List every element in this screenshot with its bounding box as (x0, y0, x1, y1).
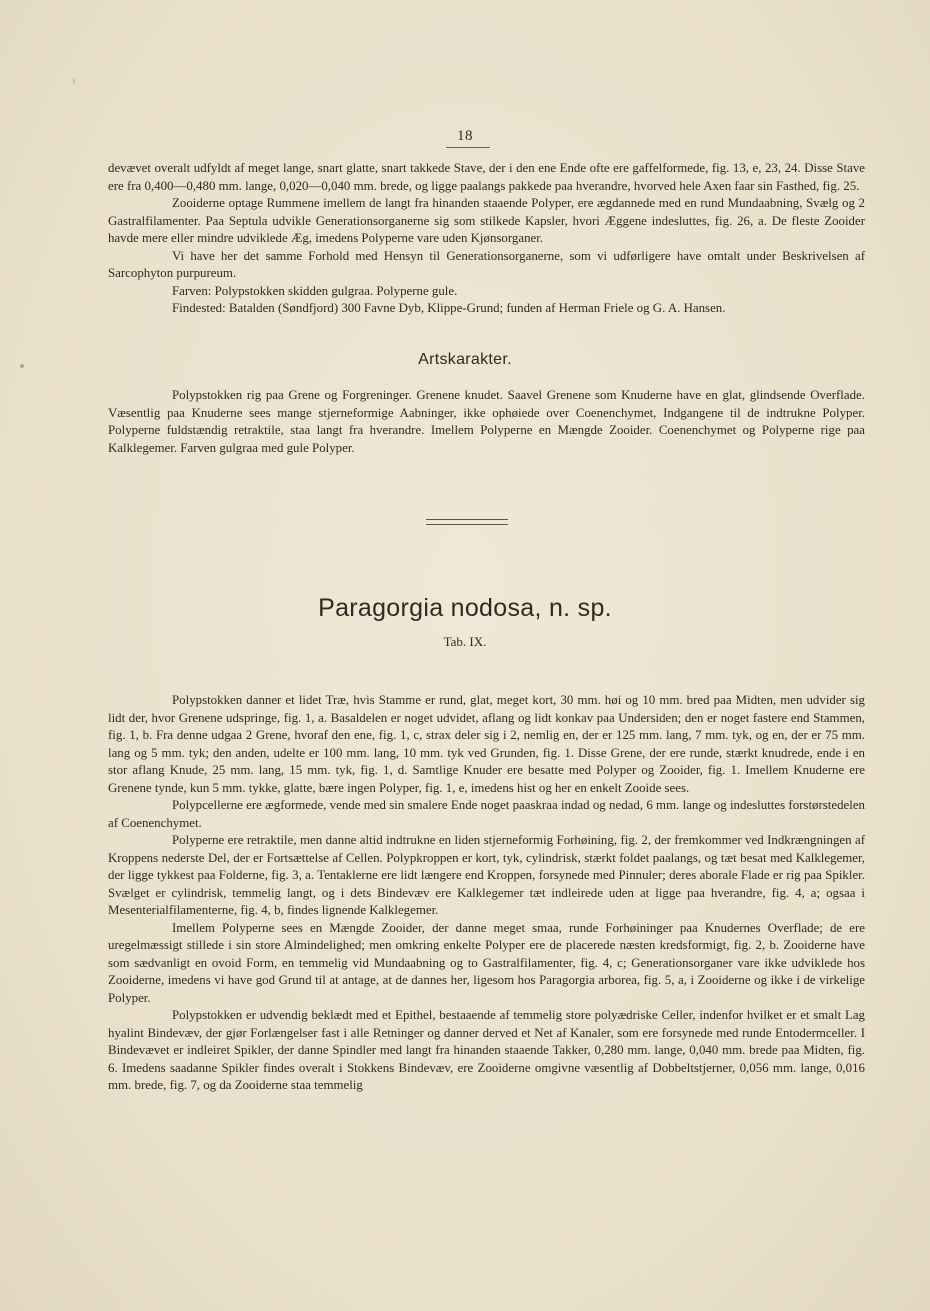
paragraph-farven: Farven: Polypstokken skidden gulgraa. Polyperne gule. (172, 283, 458, 298)
paragraph-zooider-detail: Imellem Polyperne sees en Mængde Zooider, der danne meget smaa, runde Forhøininger paa Knudernes Overflade; de ere uregelmæssigt stillede i sin store Almindelighed; men omkring enkelte Polyper ere de placerede næsten kredsformigt, fig. 2, b. Zooiderne have som sædvanligt en ovoid Form, en temmelig vid Mundaabning og to Gastralfilamenter, fig. 4, c; Generationsorganer vare ikke udviklede hos Zooiderne, imedens vi have god Grund til at antage, at de dannes her, ligesom hos Paragorgia arborea, fig. 5, a, i Zooiderne og ikke i de virkelige Polyper. (108, 920, 865, 1005)
paragraph-polypcellerne: Polypcellerne ere ægformede, vende med sin smalere Ende noget paaskraa indad og nedad, 6 mm. lange og indesluttes forstørstedelen af Coenenchymet. (108, 798, 865, 830)
artskarakter-paragraph: Polypstokken rig paa Grene og Forgreninger. Grenene knudet. Saavel Grenene som Knuderne have en glat, glindsende Overflade. Væsentlig paa Knuderne sees mange stjerneformige Aabninger, ikke ophøiede over Coenenchymet, Indgangene til de indtrukne Polyper. Polyperne fuldstændig retraktile, staa langt fra hverandre. Imellem Polyperne en Mængde Zooider. Coenenchymet og Polyperne rige paa Kalklegemer. Farven gulgraa med gule Polyper. (108, 388, 865, 455)
paragraph-polyperne: Polyperne ere retraktile, men danne altid indtrukne en liden stjerneformig Forhøining, fig. 2, der fremkommer ved Indkrængningen af Kroppens nederste Del, der er Fortsættelse af Cellen. Polypkroppen er kort, tyk, cylindrisk, stærkt foldet paalangs, og tæt besat med Kalklegemer, der ligge tykkest paa Folderne, fig. 3, a. Tentaklerne ere lidt længere end Kroppen, forsynede med Pinnuler; deres aborale Flade er rig paa Spikler. Svælget er cylindrisk, temmelig langt, og i dets Bindevæv ere Kalklegemer tæt indleirede uden at ligge paa hverandre, fig. 4, a; ogsaa i Mesenterialfilamenterne, fig. 4, b, findes lignende Kalklegemer. (108, 833, 865, 917)
top-text-block (108, 160, 865, 318)
paragraph-generationsorganer: Vi have her det samme Forhold med Hensyn til Generationsorganerne, som vi udførligere have omtalt under Beskrivelsen af Sarcophyton purpureum. (108, 248, 865, 280)
paragraph-polypstokken: Polypstokken danner et lidet Træ, hvis Stamme er rund, glat, meget kort, 30 mm. høi og 10 mm. bred paa Midten, men udvider sig lidt der, hvor Grenene udspringe, fig. 1, a. Basaldelen er noget udvidet, aflang og lidt konkav paa Undersiden; den er noget fastere end Stammen, fig. 1, b. Fra denne udgaa 2 Grene, hvoraf den ene, fig. 1, c, strax deler sig i 2, nemlig en, der er 125 mm. lang, 7 mm. tyk, og en, der er 75 mm. lang og 5 mm. tyk; den anden, udelte er 100 mm. lang, 10 mm. tyk ved Grunden, fig. 1. Disse Grene, der ere runde, stærkt knudrede, ende i en stor aflang Knude, 25 mm. lang, 15 mm. tyk, fig. 1, d. Samtlige Knuder ere besatte med Polyper og Zooider, fig. 1. Imellem Knuderne ere Grenene tynde, kun 5 mm. tykke, glatte, bære ingen Polyper, fig. 1, e, imedens hist og her en enkelt Zooide sees. (108, 693, 865, 795)
paragraph-epithel: Polypstokken er udvendig beklædt med et Epithel, bestaaende af temmelig store polyædriske Celler, indenfor hvilket er et smalt Lag hyalint Bindevæv, der gjør Forlængelser fast i alle Retninger og danner derved et Net af Kanaler, som ere forsynede med runde Entodermceller. I Bindevævet er indleiret Spikler, der danne Spindler med langt fra hinanden staaende Takker, 0,280 mm. lange, 0,040 mm. brede paa Midten, fig. 6. Imedens saadanne Spikler findes overalt i Stokkens Bindevæv, ere Zooiderne omgivne væsentlig af Dobbeltstjerner, 0,056 mm. lange, 0,016 mm. brede, fig. 7, og da Zooiderne staa temmelig (108, 1008, 865, 1092)
artskarakter-heading: Artskarakter. (418, 351, 512, 368)
artskarakter-block (108, 387, 865, 457)
paragraph-zooider: Zooiderne optage Rummene imellem de langt fra hinanden staaende Polyper, ere ægdannede med en rund Mundaabning, Svælg og 2 Gastralfilamenter. Paa Septula udvikle Generationsorganerne sig som stilkede Kapsler, hvori Æggene indesluttes, fig. 26, a. De fleste Zooider havde mere eller mindre udviklede Æg, imedens Polyperne vare uden Kjønsorganer. (108, 196, 865, 245)
section-divider (426, 519, 508, 525)
paragraph-findested: Findested: Batalden (Søndfjord) 300 Favne Dyb, Klippe-Grund; funden af Herman Friele og G. A. Hansen. (172, 301, 726, 315)
page-number: 18 (457, 128, 473, 144)
page-number-rule (446, 147, 490, 148)
paragraph-continuation: devævet overalt udfyldt af meget lange, snart glatte, snart takkede Stave, der i den ene Ende ofte ere gaffelformede, fig. 13, e, 23, 24. Disse Stave ere fra 0,400—0,480 mm. lange, 0,020—0,040 mm. brede, og ligge paalangs pakkede paa hverandre, hvorved hele Axen faar sin Fasthed, fig. 25. (108, 161, 865, 193)
plate-reference: Tab. IX. (443, 634, 487, 649)
species-title: Paragorgia nodosa, n. sp. (318, 594, 612, 622)
paper-spot (73, 78, 75, 84)
species-description-block (108, 692, 865, 1095)
